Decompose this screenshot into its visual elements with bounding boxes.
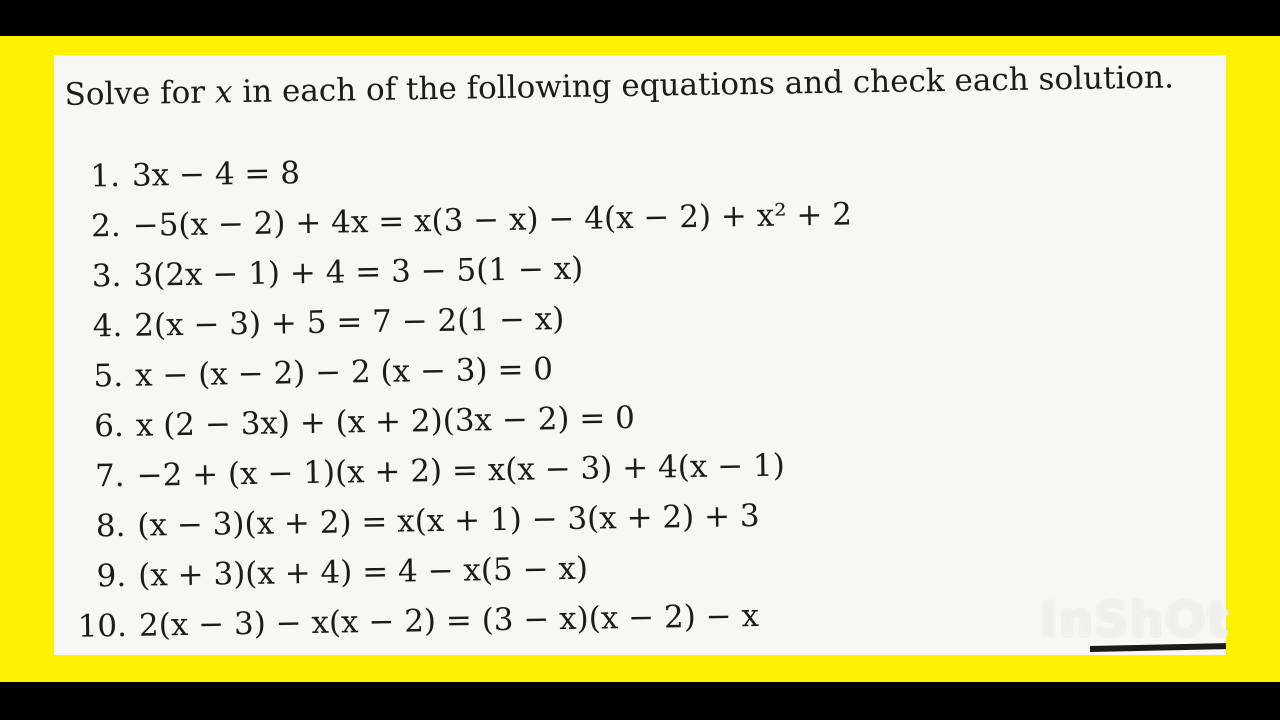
equation-number: 6.	[93, 407, 125, 445]
worksheet-content	[54, 55, 1226, 655]
equation-number: 1.	[90, 157, 121, 195]
equation-item	[59, 396, 635, 449]
worksheet-page	[54, 55, 1226, 655]
equation-number: 4.	[92, 307, 123, 345]
equation-item	[62, 547, 588, 599]
equation-text: 2(x − 3) − x(x − 2) = (3 − x)(x − 2) − x	[138, 597, 760, 644]
equation-number: 3.	[91, 257, 122, 295]
equation-item	[59, 347, 554, 399]
equation-item	[61, 494, 760, 549]
equation-number: 8.	[95, 507, 126, 545]
equation-item	[56, 192, 852, 248]
instruction-text	[64, 59, 1214, 113]
equation-text: 3x − 4 = 8	[131, 155, 301, 194]
equation-item	[63, 594, 760, 649]
bottom-letterbox-bar	[0, 682, 1280, 720]
top-letterbox-bar	[0, 0, 1280, 36]
equation-number: 2.	[90, 207, 121, 245]
equation-text: −5(x − 2) + 4x = x(3 − x) − 4(x − 2) + x² + 2	[132, 196, 853, 244]
equation-text: −2 + (x − 1)(x + 2) = x(x − 3) + 4(x − 1)	[136, 447, 786, 494]
instruction-after: in each of the following equations and check each solution.	[232, 59, 1175, 111]
app-watermark-logo: InShOt	[1040, 592, 1231, 648]
equation-item	[60, 444, 785, 499]
equation-text: 2(x − 3) + 5 = 7 − 2(1 − x)	[133, 301, 565, 344]
equation-text: x − (x − 2) − 2 (x − 3) = 0	[134, 351, 554, 394]
equation-number: 10.	[77, 607, 128, 645]
instruction-before: Solve for	[64, 74, 216, 113]
equation-item	[58, 297, 565, 349]
equation-text: 3(2x − 1) + 4 = 3 − 5(1 − x)	[133, 250, 584, 294]
equation-item	[57, 247, 583, 299]
instruction-variable: x	[214, 74, 233, 111]
equation-number: 9.	[96, 557, 127, 595]
equation-text: (x − 3)(x + 2) = x(x + 1) − 3(x + 2) + 3	[137, 497, 760, 544]
equation-item	[56, 151, 301, 199]
equation-number: 7.	[94, 457, 125, 495]
equation-number: 5.	[93, 357, 124, 395]
equation-text: x (2 − 3x) + (x + 2)(3x − 2) = 0	[135, 399, 636, 444]
equation-text: (x + 3)(x + 4) = 4 − x(5 − x)	[137, 550, 589, 594]
